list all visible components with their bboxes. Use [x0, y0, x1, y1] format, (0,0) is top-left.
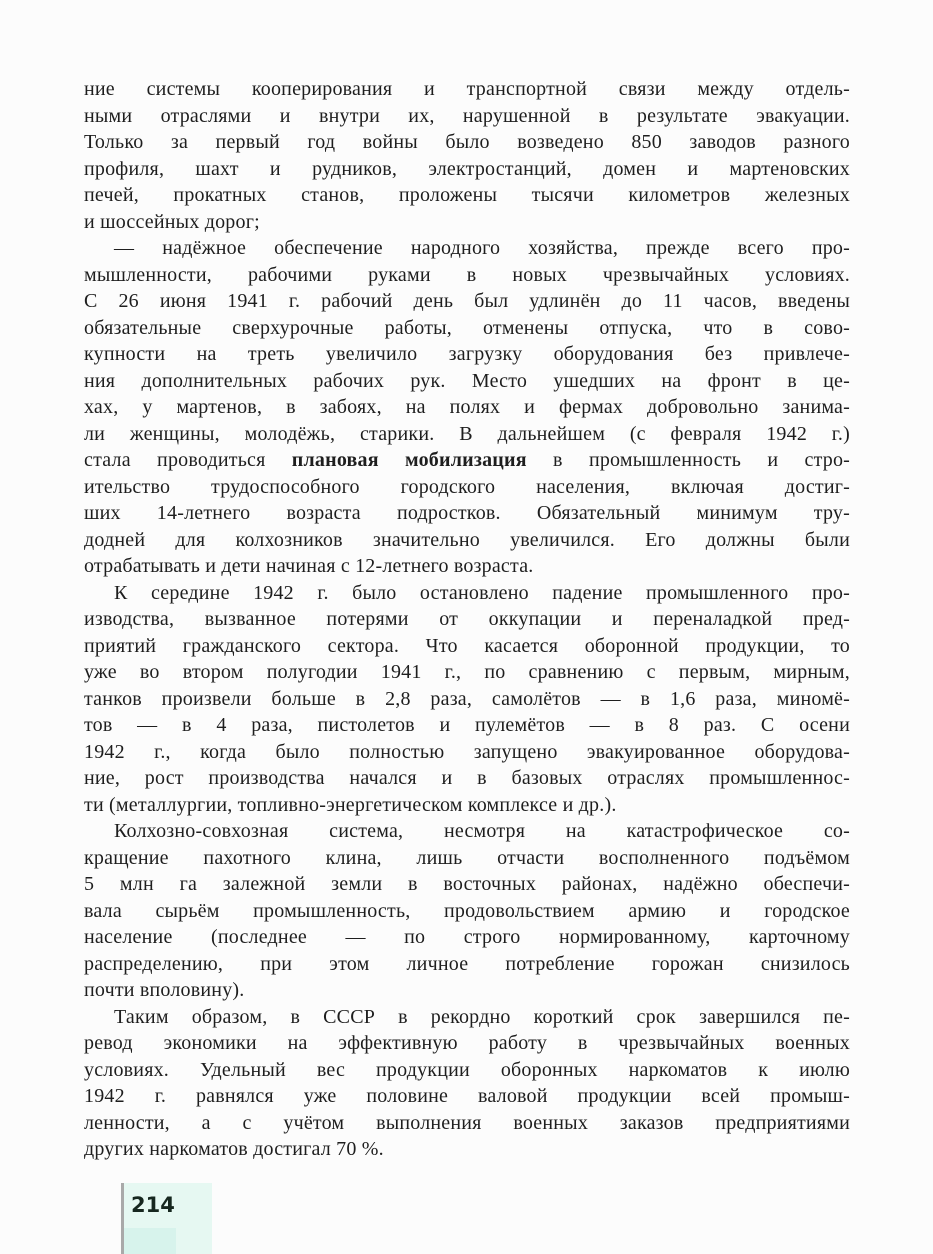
text-line [84, 76, 850, 103]
text-line [84, 368, 850, 395]
paragraph [84, 818, 850, 1004]
text-segment: в промышленность и стро- [526, 449, 851, 471]
text-segment: Таким образом, в СССР в рекордно короткий срок завершился пе- [114, 1005, 850, 1028]
text-line [84, 288, 850, 315]
text-segment: С 26 июня 1941 г. рабочий день был удлинён до 11 часов, введены [84, 290, 850, 312]
text-line [84, 951, 850, 978]
text-line [84, 924, 850, 951]
text-line [84, 1110, 850, 1137]
text-segment: ли женщины, молодёжь, старики. В дальнейшем (с февраля 1942 г.) [84, 422, 850, 445]
text-line [84, 712, 850, 739]
text-segment: условиях. Удельный вес продукции оборонных наркоматов к июлю [84, 1058, 850, 1081]
text-line [84, 447, 850, 474]
text-line [84, 765, 850, 792]
text-line [84, 1136, 850, 1163]
text-segment: Только за первый год войны было возведено 850 заводов разного [84, 131, 850, 153]
text-segment: танков произвели больше в 2,8 раза, самолётов — в 1,6 раза, миномё- [84, 687, 850, 710]
page-number-accent-block [124, 1228, 176, 1254]
text-segment: купности на треть увеличило загрузку оборудования без привлече- [84, 343, 850, 365]
text-line [84, 606, 850, 633]
text-line [84, 474, 850, 501]
text-segment: стала проводиться [84, 449, 292, 471]
paragraph [84, 1004, 850, 1163]
text-segment: население (последнее — по строго нормированному, карточному [84, 926, 850, 948]
text-line [84, 739, 850, 766]
text-segment: ительство трудоспособного городского населения, включая достиг- [84, 475, 850, 498]
text-line [84, 1083, 850, 1110]
text-line [84, 553, 850, 580]
bold-text-segment: плановая мобилизация [291, 449, 527, 471]
text-line [84, 1030, 850, 1057]
text-line [84, 527, 850, 554]
text-segment: 5 млн га залежной земли в восточных районах, надёжно обеспечи- [84, 873, 850, 895]
text-line [84, 500, 850, 527]
text-segment: К середине 1942 г. было остановлено падение промышленного про- [114, 581, 850, 604]
text-segment: — надёжное обеспечение народного хозяйства, прежде всего про- [114, 237, 850, 259]
text-segment: печей, прокатных станов, проложены тысячи километров железных [84, 184, 850, 206]
page-number-area [121, 1183, 212, 1254]
text-line [84, 103, 850, 130]
text-segment: изводства, вызванное потерями от оккупации и переналадкой пред- [84, 608, 850, 630]
text-line [84, 871, 850, 898]
text-line [84, 633, 850, 660]
text-segment: ние, рост производства начался и в базовых отраслях промышленнос- [84, 767, 850, 789]
text-segment: ленности, а с учётом выполнения военных заказов предприятиями [84, 1111, 850, 1134]
text-line [84, 421, 850, 448]
text-line [84, 129, 850, 156]
text-line [84, 818, 850, 845]
text-segment: 1942 г. равнялся уже половине валовой продукции всей промыш- [84, 1085, 850, 1107]
text-segment: и шоссейных дорог; [84, 210, 260, 233]
text-line [84, 659, 850, 686]
text-line [84, 845, 850, 872]
text-segment: распределению, при этом личное потребление горожан снизилось [84, 952, 850, 975]
text-line [84, 315, 850, 342]
text-line [84, 1004, 850, 1031]
text-segment: Колхозно-совхозная система, несмотря на катастрофическое со- [114, 820, 850, 842]
text-line [84, 209, 850, 236]
text-line [84, 341, 850, 368]
text-segment: ными отраслями и внутри их, нарушенной в результате эвакуации. [84, 104, 850, 127]
body-text [84, 76, 850, 1163]
text-segment: приятий гражданского сектора. Что касается оборонной продукции, то [84, 634, 850, 657]
text-segment: хах, у мартенов, в забоях, на полях и фермах добровольно занима- [84, 396, 850, 418]
text-segment: ти (металлургии, топливно-энергетическом комплексе и др.). [84, 793, 617, 816]
text-line [84, 977, 850, 1004]
text-line [84, 182, 850, 209]
text-line [84, 580, 850, 607]
text-line [84, 898, 850, 925]
text-segment: ния дополнительных рабочих рук. Место ушедших на фронт в це- [84, 369, 850, 392]
text-segment: уже во втором полугодии 1941 г., по сравнению с первым, мирным, [84, 661, 850, 683]
text-line [84, 262, 850, 289]
text-segment: почти вполовину). [84, 979, 245, 1001]
page-number-box [124, 1183, 212, 1254]
text-line [84, 394, 850, 421]
text-segment: вала сырьём промышленность, продовольствием армию и городское [84, 899, 850, 922]
text-line [84, 235, 850, 262]
text-segment: обязательные сверхурочные работы, отменены отпуска, что в сово- [84, 316, 850, 339]
text-line [84, 1057, 850, 1084]
text-segment: других наркоматов достигал 70 %. [84, 1138, 384, 1160]
page-number: 214 [131, 1193, 175, 1217]
text-segment: профиля, шахт и рудников, электростанций, домен и мартеновских [84, 157, 850, 180]
text-segment: отрабатывать и дети начиная с 12-летнего возраста. [84, 555, 534, 577]
text-segment: тов — в 4 раза, пистолетов и пулемётов — в 8 раз. С осени [84, 714, 850, 736]
text-line [84, 792, 850, 819]
text-line [84, 686, 850, 713]
text-segment: мышленности, рабочими руками в новых чрезвычайных условиях. [84, 263, 850, 286]
text-segment: ших 14-летнего возраста подростков. Обязательный минимум тру- [84, 502, 850, 524]
text-segment: додней для колхозников значительно увеличился. Его должны были [84, 528, 850, 551]
text-segment: кращение пахотного клина, лишь отчасти восполненного подъёмом [84, 846, 850, 869]
text-segment: ревод экономики на эффективную работу в чрезвычайных военных [84, 1032, 850, 1054]
paragraph [84, 580, 850, 819]
text-segment: 1942 г., когда было полностью запущено эвакуированное оборудова- [84, 740, 850, 763]
text-line [84, 156, 850, 183]
text-segment: ние системы кооперирования и транспортной связи между отдель- [84, 78, 850, 100]
paragraph [84, 76, 850, 235]
paragraph [84, 235, 850, 580]
